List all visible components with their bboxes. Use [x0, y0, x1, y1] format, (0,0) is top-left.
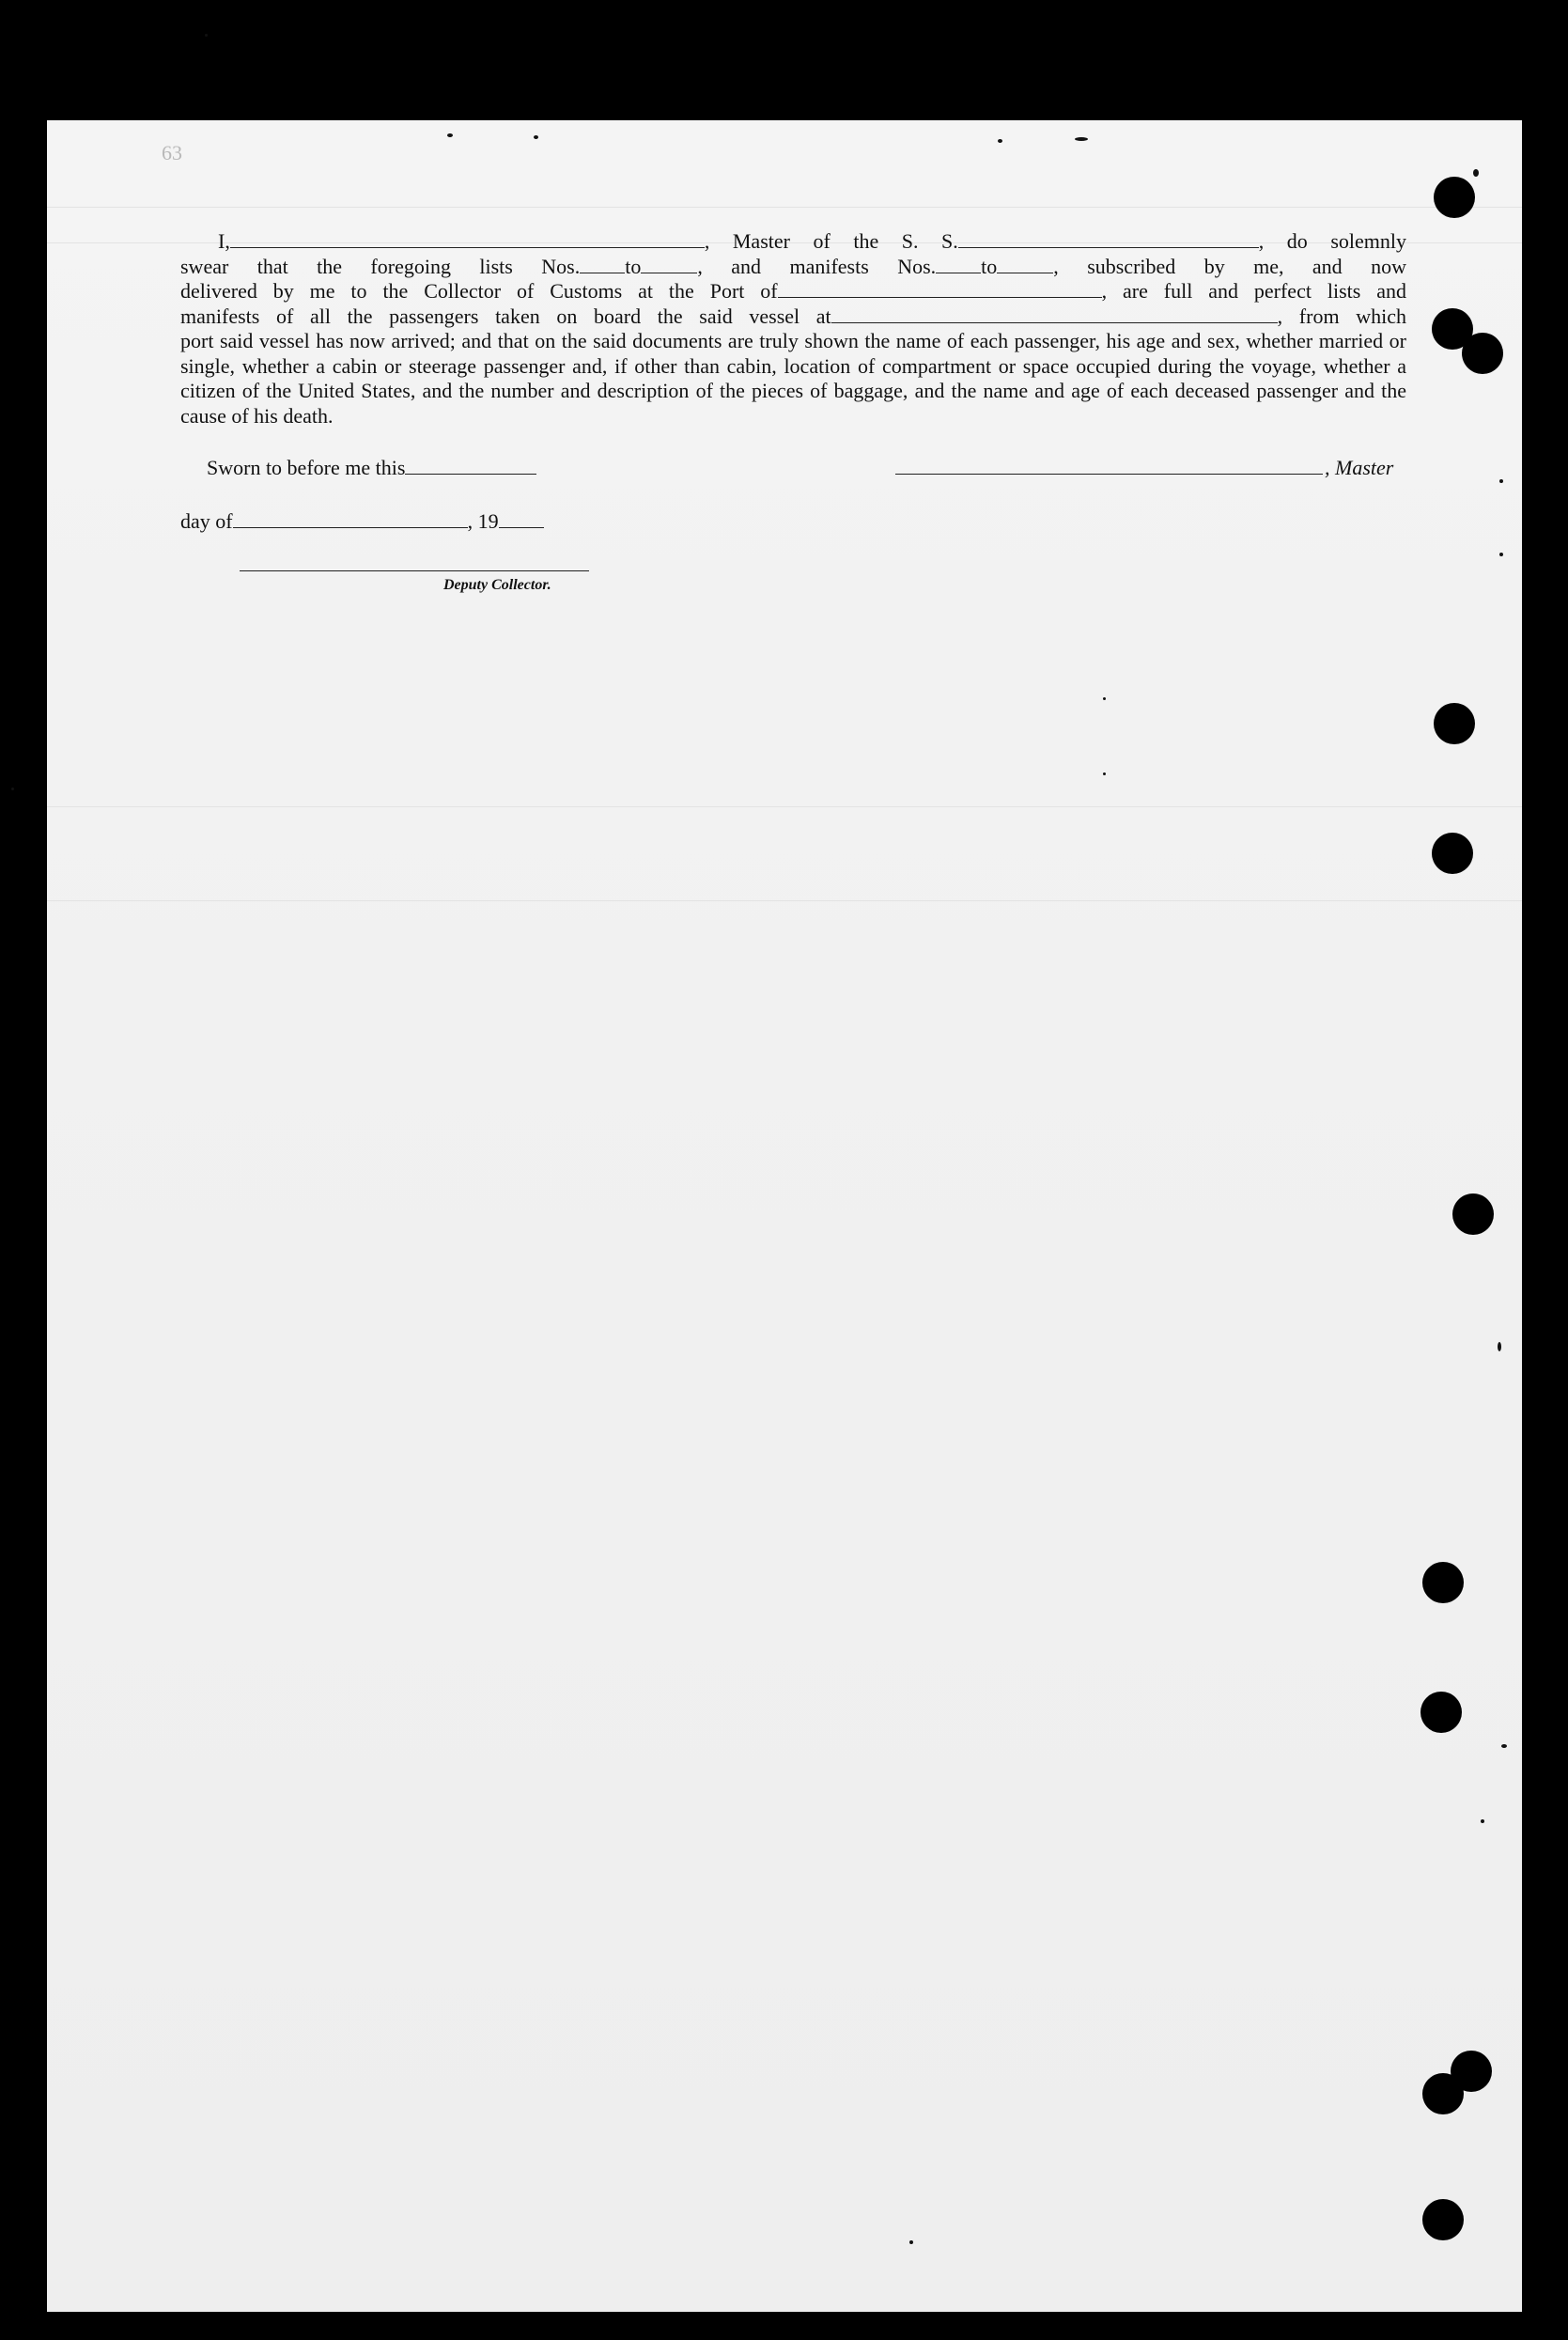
scan-speck [909, 2240, 913, 2244]
master-name-blank [230, 230, 705, 248]
oath-and-manifests: , and manifests Nos. [697, 254, 937, 278]
oath-from-which: , from which [1277, 304, 1406, 328]
oath-master-of: , Master of the S. S. [704, 229, 958, 253]
punch-hole [1421, 1692, 1462, 1733]
master-signature-line [895, 474, 1323, 475]
scan-speck [1498, 1342, 1501, 1351]
port-of-delivery-blank [778, 280, 1102, 298]
bleed-through-line [47, 207, 1522, 208]
oath-full-perfect: , are full and perfect lists and [1101, 279, 1406, 303]
punch-hole [1462, 333, 1503, 374]
year-label: , 19 [467, 509, 499, 533]
oath-manifests-of: manifests of all the passengers taken on board the said vessel at [180, 304, 831, 328]
list-from-blank [580, 256, 625, 273]
oath-i: I, [218, 229, 230, 253]
oath-to-2: to [981, 254, 998, 278]
oath-body: port said vessel has now arrived; and that on the said documents are truly shown the name of each passenger, his age and sex, whether married or single, whether a cabin or steerage passenger and, if other than cabin, location of compartment or space occupied during the voyage, whether a citizen of the United States, and the number and description of the pieces of baggage, and the name and age of each deceased passenger and the cause of his death. [180, 329, 1406, 428]
corner-note: 63 [162, 141, 182, 164]
punch-hole [1434, 177, 1475, 218]
day-of-label: day of [180, 509, 233, 533]
scan-speck [1103, 772, 1106, 775]
oath-swear-lists: swear that the foregoing lists Nos. [180, 254, 581, 278]
scan-speck [998, 139, 1002, 143]
scan-speck [205, 34, 208, 37]
year-blank [499, 510, 544, 528]
oath-subscribed: , subscribed by me, and now [1053, 254, 1406, 278]
month-blank [233, 510, 468, 528]
punch-hole [1422, 2073, 1464, 2114]
manifest-to-blank [997, 256, 1053, 273]
document-page [47, 120, 1522, 2312]
sworn-day-blank [405, 457, 536, 475]
scan-speck [1103, 697, 1106, 700]
punch-hole [1452, 1193, 1494, 1235]
list-to-blank [641, 256, 697, 273]
sworn-line [207, 456, 536, 480]
punch-hole [1434, 703, 1475, 744]
ship-name-blank [958, 230, 1259, 248]
oath-to-1: to [625, 254, 642, 278]
oath-solemnly: , do solemnly [1258, 229, 1406, 253]
scan-speck [1473, 169, 1479, 177]
oath-delivered: delivered by me to the Collector of Customs at the Port of [180, 279, 778, 303]
punch-hole [1422, 2199, 1464, 2240]
punch-hole [1432, 833, 1473, 874]
deputy-collector-signature-line [240, 570, 589, 571]
bleed-through-line [47, 900, 1522, 901]
punch-hole [1422, 1562, 1464, 1603]
bleed-through-line [47, 806, 1522, 807]
scan-speck [11, 788, 14, 790]
scan-speck [534, 135, 538, 139]
sworn-label: Sworn to before me this [207, 456, 406, 479]
scan-speck [1499, 479, 1503, 483]
scan-speck [1481, 1819, 1484, 1823]
oath-paragraph [180, 229, 1406, 429]
port-of-embarkation-blank [831, 305, 1278, 323]
scan-speck [1075, 137, 1088, 141]
scan-speck [1501, 1744, 1507, 1748]
deputy-collector-label: Deputy Collector. [443, 577, 551, 593]
day-of-line [180, 509, 544, 534]
scan-speck [447, 133, 453, 137]
master-label: , Master [1325, 456, 1394, 479]
manifest-from-blank [936, 256, 981, 273]
scan-speck [1499, 553, 1503, 556]
